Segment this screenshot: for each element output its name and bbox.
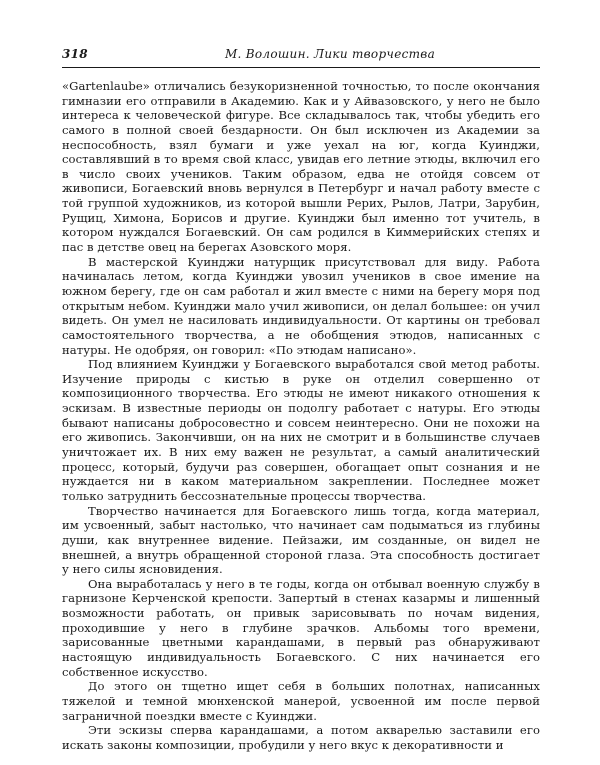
header-rule (62, 67, 540, 68)
body-text (62, 79, 540, 752)
page-header (62, 47, 540, 65)
paragraph-6: До этого он тщетно ищет себя в больших полотнах, написанных тяжелой и темной мюнхенской манерой, усвоенной им после первой заграничной поездки вместе с Куинджи. (62, 679, 540, 723)
running-title: М. Волошин. Лики творчества (224, 47, 436, 61)
paragraph-1: «Gartenlaube» отличались безукоризненной точностью, то после окончания гимназии его отправили в Академию. Как и у Айвазовского, у него не было интереса к человеческой фигуре. Все складывалось так, чтобы убедить его самого в полной своей бездарности. Он был исключен из Академии за неспособность, взял бумаги и уже уехал на юг, когда Куинджи, составлявший в то время свой класс, увидав его летние этюды, включил его в число своих учеников. Таким образом, едва не отойдя совсем от живописи, Богаевский вновь вернулся в Петербург и начал работу вместе с той группой художников, из которой вышли Рерих, Рылов, Латри, Зарубин, Рущиц, Химона, Борисов и другие. Куинджи был именно тот учитель, в котором нуждался Богаевский. Он сам родился в Киммерийских степях и пас в детстве овец на берегах Азовского моря. (62, 79, 540, 255)
paragraph-7: Эти эскизы сперва карандашами, а потом акварелью заставили его искать законы композиции, пробудили у него вкус к декоративности и (62, 723, 540, 752)
paragraph-3: Под влиянием Куинджи у Богаевского выработался свой метод работы. Изучение природы с кистью в руке он отделил совершенно от композиционного творчества. Его этюды не имеют никакого отношения к эскизам. В известные периоды он подолгу работает с натуры. Его этюды бывают написаны добросовестно и совсем неинтересно. Они не похожи на его живопись. Закончивши, он на них не смотрит и в большинстве случаев уничтожает их. В них ему важен не результат, а самый аналитический процесс, который, будучи раз совершен, обогащает опыт сознания и не нуждается ни в каком материальном закреплении. Последнее может только затруднить бессознательные процессы творчества. (62, 357, 540, 503)
paragraph-4: Творчество начинается для Богаевского лишь тогда, когда материал, им усвоенный, забыт настолько, что начинает сам подыматься из глубины души, как внутреннее видение. Пейзажи, им созданные, он видел не внешней, а внутрь обращенной стороной глаза. Эта способность достигает у него силы ясновидения. (62, 503, 540, 577)
page-number: 318 (62, 47, 88, 61)
paragraph-2: В мастерской Куинджи натурщик присутствовал для виду. Работа начиналась летом, когда Куинджи увозил учеников в свое имение на южном берегу, где он сам работал и жил вместе с ними на берегу моря под открытым небом. Куинджи мало учил живописи, он делал большее: он учил видеть. Он умел не насиловать индивидуальности. От картины он требовал самостоятельного творчества, а не обобщения этюдов, написанных с натуры. Не одобряя, он говорил: «По этюдам написано». (62, 254, 540, 357)
paragraph-5: Она выработалась у него в те годы, когда он отбывал военную службу в гарнизоне Керченской крепости. Запертый в стенах казармы и лишенный возможности работать, он привык зарисовывать по ночам видения, проходившие у него в глубине зрачков. Альбомы того времени, зарисованные цветными карандашами, в первый раз обнаруживают настоящую индивидуальность Богаевского. С них начинается его собственное искусство. (62, 576, 540, 679)
